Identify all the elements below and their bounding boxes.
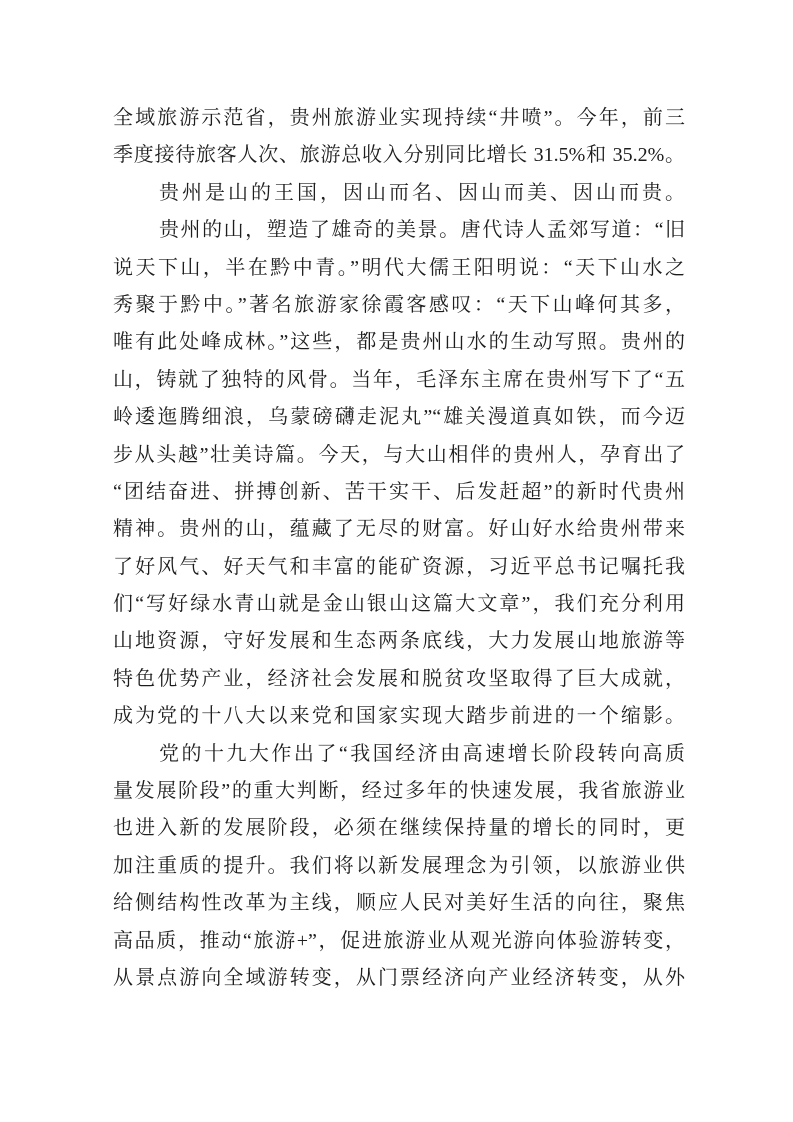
text-line: 从景点游向全域游转变，从门票经济向产业经济转变，从外 [113, 966, 685, 989]
text-line: “团结奋进、拼搏创新、苦干实干、后发赶超”的新时代贵州 [113, 480, 685, 503]
text-line: 量发展阶段”的重大判断，经过多年的快速发展，我省旅游业 [113, 780, 685, 803]
text-line: 也进入新的发展阶段，必须在继续保持量的增长的同时，更 [113, 817, 685, 840]
text-line: 高品质，推动“旅游+”，促进旅游业从观光游向体验游转变， [113, 929, 685, 952]
text-line: 给侧结构性改革为主线，顺应人民对美好生活的向往，聚焦 [113, 892, 685, 915]
text-line: 山地资源，守好发展和生态两条底线，大力发展山地旅游等 [113, 630, 685, 653]
text-line: 说天下山，半在黔中青。”明代大儒王阳明说：“天下山水之 [113, 256, 685, 279]
text-line: 山，铸就了独特的风骨。当年，毛泽东主席在贵州写下了“五 [113, 368, 685, 391]
text-line: 唯有此处峰成林。”这些，都是贵州山水的生动写照。贵州的 [113, 331, 685, 354]
text-line: 特色优势产业，经济社会发展和脱贫攻坚取得了巨大成就， [113, 667, 685, 690]
text-line: 了好风气、好天气和丰富的能矿资源，习近平总书记嘱托我 [113, 555, 685, 578]
text-line: 季度接待旅客人次、旅游总收入分别同比增长 31.5%和 35.2%。 [113, 144, 685, 167]
text-line: 全域旅游示范省，贵州旅游业实现持续“井喷”。今年，前三 [113, 107, 685, 129]
text-line: 精神。贵州的山，蕴藏了无尽的财富。好山好水给贵州带来 [113, 518, 685, 541]
text-line: 党的十九大作出了“我国经济由高速增长阶段转向高质 [159, 742, 685, 765]
text-line: 秀聚于黔中。”著名旅游家徐霞客感叹：“天下山峰何其多， [113, 293, 685, 316]
text-line: 们“写好绿水青山就是金山银山这篇大文章”，我们充分利用 [113, 593, 685, 616]
text-line: 贵州是山的王国，因山而名、因山而美、因山而贵。 [159, 181, 685, 204]
text-line: 加注重质的提升。我们将以新发展理念为引领，以旅游业供 [113, 854, 685, 877]
text-line: 成为党的十八大以来党和国家实现大踏步前进的一个缩影。 [113, 705, 685, 728]
text-line: 步从头越”壮美诗篇。今天，与大山相伴的贵州人，孕育出了 [113, 443, 685, 466]
text-line: 贵州的山，塑造了雄奇的美景。唐代诗人孟郊写道：“旧 [159, 219, 685, 242]
document-text-block [113, 100, 685, 997]
text-line: 岭逶迤腾细浪，乌蒙磅礴走泥丸”“雄关漫道真如铁，而今迈 [113, 406, 685, 429]
